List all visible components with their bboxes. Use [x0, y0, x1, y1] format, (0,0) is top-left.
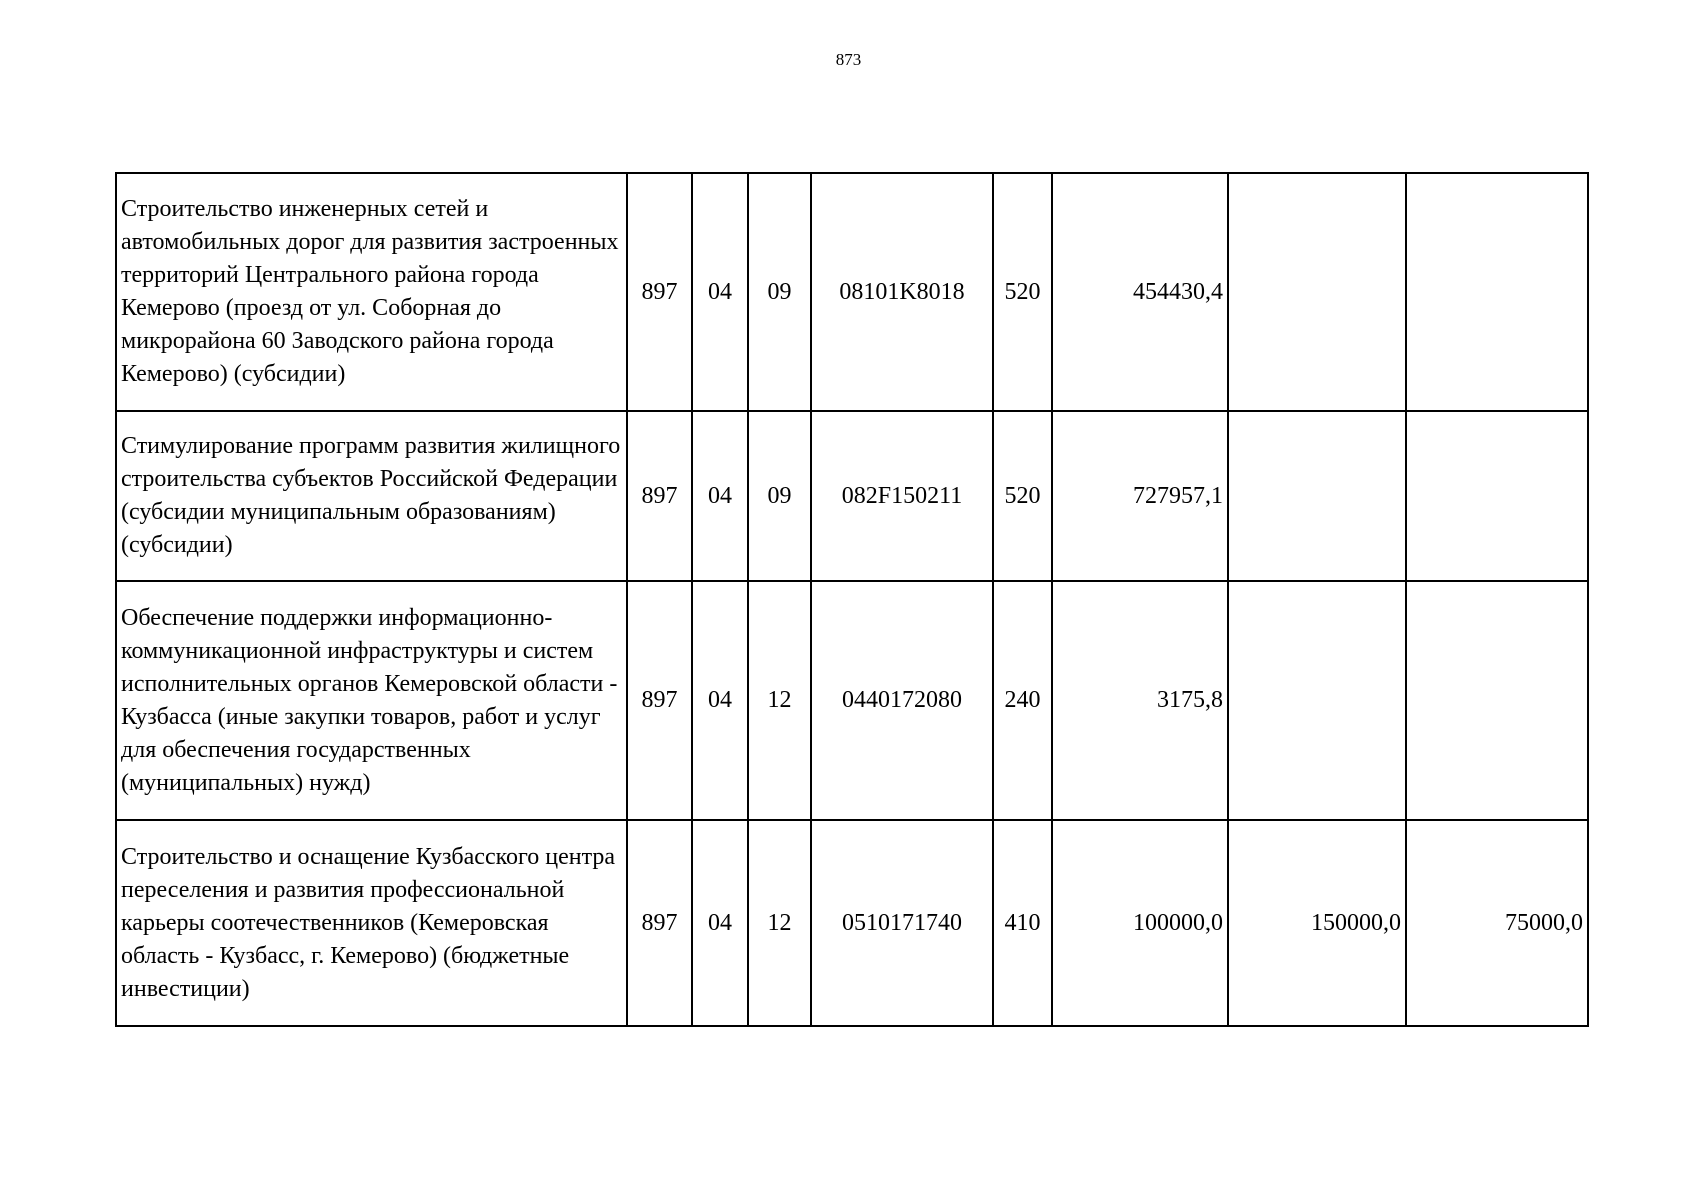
row-name-cell: Строительство инженерных сетей и автомобильных дорог для развития застроенных территорий Центрального района города Кемерово (проезд от ул. Соборная до микрорайона 60 Заводского района города Кемерово) (субсидии) [116, 173, 627, 411]
section-code-cell: 04 [692, 581, 748, 820]
row-name-cell: Строительство и оснащение Кузбасского центра переселения и развития профессиональной карьеры соотечественников (Кемеровская область - Кузбасс, г. Кемерово) (бюджетные инвестиции) [116, 820, 627, 1026]
expense-type-cell: 410 [993, 820, 1052, 1026]
amount-1-cell: 100000,0 [1052, 820, 1228, 1026]
amount-3-cell [1406, 411, 1588, 581]
amount-1-cell: 727957,1 [1052, 411, 1228, 581]
subsection-code-cell: 09 [748, 173, 811, 411]
target-article-cell: 0440172080 [811, 581, 993, 820]
amount-2-cell: 150000,0 [1228, 820, 1406, 1026]
table-row [116, 173, 1588, 411]
ministry-code-cell: 897 [627, 581, 692, 820]
ministry-code-cell: 897 [627, 173, 692, 411]
budget-table [115, 172, 1589, 1027]
subsection-code-cell: 09 [748, 411, 811, 581]
subsection-code-cell: 12 [748, 581, 811, 820]
ministry-code-cell: 897 [627, 411, 692, 581]
target-article-cell: 0510171740 [811, 820, 993, 1026]
amount-3-cell: 75000,0 [1406, 820, 1588, 1026]
table-row [116, 581, 1588, 820]
amount-3-cell [1406, 173, 1588, 411]
expense-type-cell: 520 [993, 173, 1052, 411]
amount-2-cell [1228, 581, 1406, 820]
expense-type-cell: 520 [993, 411, 1052, 581]
amount-2-cell [1228, 173, 1406, 411]
subsection-code-cell: 12 [748, 820, 811, 1026]
row-name-cell: Стимулирование программ развития жилищного строительства субъектов Российской Федерации (субсидии муниципальным образованиям) (субсидии) [116, 411, 627, 581]
amount-1-cell: 3175,8 [1052, 581, 1228, 820]
amount-1-cell: 454430,4 [1052, 173, 1228, 411]
page-number: 873 [835, 50, 862, 69]
amount-2-cell [1228, 411, 1406, 581]
section-code-cell: 04 [692, 411, 748, 581]
expense-type-cell: 240 [993, 581, 1052, 820]
table-row [116, 820, 1588, 1026]
target-article-cell: 082F150211 [811, 411, 993, 581]
section-code-cell: 04 [692, 820, 748, 1026]
target-article-cell: 08101K8018 [811, 173, 993, 411]
row-name-cell: Обеспечение поддержки информационно-коммуникационной инфраструктуры и систем исполнительных органов Кемеровской области - Кузбасса (иные закупки товаров, работ и услуг для обеспечения государственных (муниципальных) нужд) [116, 581, 627, 820]
section-code-cell: 04 [692, 173, 748, 411]
table-row [116, 411, 1588, 581]
ministry-code-cell: 897 [627, 820, 692, 1026]
amount-3-cell [1406, 581, 1588, 820]
